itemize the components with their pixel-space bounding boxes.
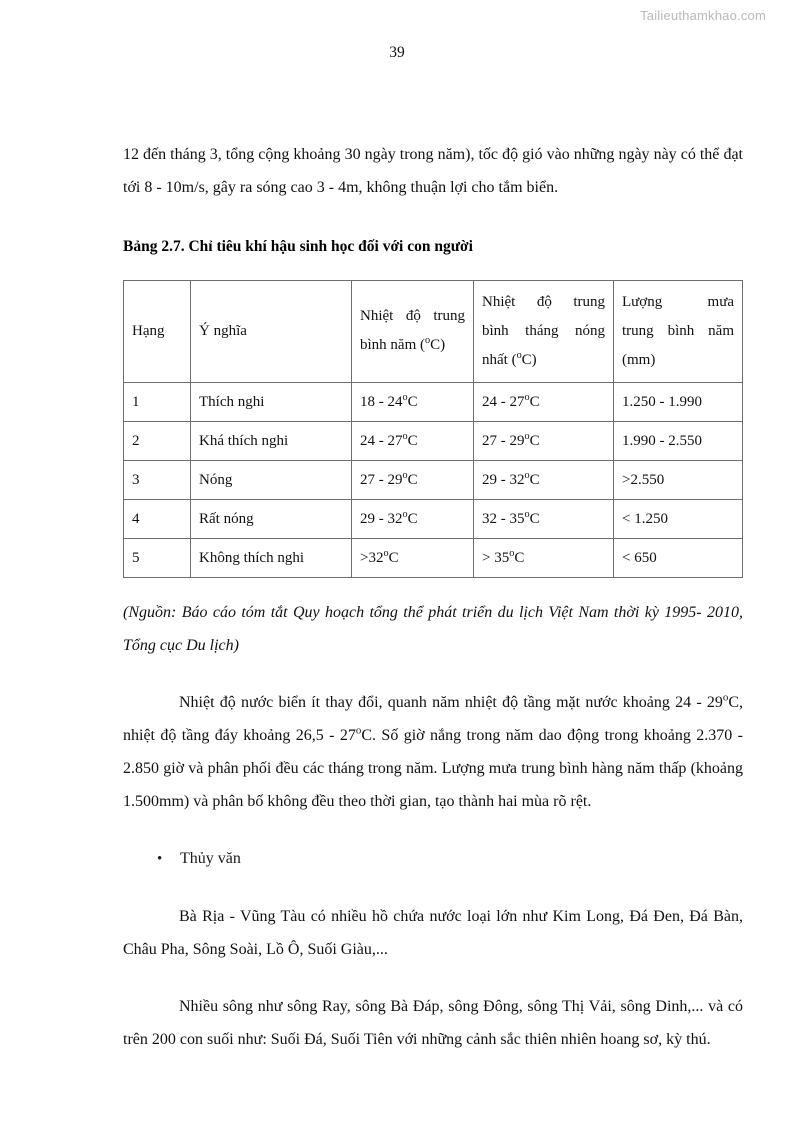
header-annual-temp-line1: Nhiệt độ trung <box>360 308 465 324</box>
source-citation: (Nguồn: Báo cáo tóm tắt Quy hoạch tổng thể phát triển du lịch Việt Nam thời kỳ 1995- 2010, Tổng cục Du lịch) <box>123 604 743 654</box>
header-hottest-month-line3: nhất ($^o$C) <box>482 349 537 368</box>
bioclimate-table <box>123 280 743 578</box>
header-annual-temp-line2: bình năm ($^o$C) <box>360 335 446 353</box>
cell-rainfall: < 1.250 <box>614 500 743 539</box>
header-hottest-month-line1: Nhiệt độ trung <box>482 293 605 310</box>
table-row <box>124 422 743 461</box>
cell-rainfall: >2.550 <box>614 461 743 500</box>
table-header-row <box>124 281 743 383</box>
cell-rank: 3 <box>124 461 191 500</box>
header-rainfall-line3: (mm) <box>622 351 656 368</box>
cell-annual-temp: $>32^oC$ <box>352 539 474 578</box>
cell-meaning: Nóng <box>191 461 352 500</box>
cell-rank: 4 <box>124 500 191 539</box>
cell-annual-temp: 18 - 24$^o$C <box>352 383 474 422</box>
degree-icon: o <box>516 349 522 361</box>
cell-rainfall: < 650 <box>614 539 743 578</box>
seawater-paragraph: Nhiệt độ nước biển ít thay đổi, quanh năm nhiệt độ tầng mặt nước khoảng 24 - 29$^o$C, nhiệt độ tầng đáy khoảng 26,5 - 27$^o$C. Số giờ nắng trong năm dao động trong khoảng 2.370 - 2.850 giờ và phân phối đều các tháng trong năm. Lượng mưa trung bình hàng năm thấp (khoảng 1.500mm) và phân bố không đều theo thời gian, tạo thành hai mùa rõ rệt. <box>123 691 743 810</box>
degree-icon: o <box>524 431 530 442</box>
bullet-hydrology <box>123 842 743 876</box>
degree-icon: o <box>509 548 515 559</box>
header-hottest-month-line2: bình tháng nóng <box>482 322 605 339</box>
cell-hottest-month: 27 - 29$^o$C <box>474 422 614 461</box>
degree-icon: o <box>524 470 530 481</box>
intro-paragraph: 12 đến tháng 3, tổng cộng khoảng 30 ngày trong năm), tốc độ gió vào những ngày này có thể đạt tới 8 - 10m/s, gây ra sóng cao 3 - 4m, không thuận lợi cho tắm biển. <box>123 146 743 196</box>
cell-rank: 1 <box>124 383 191 422</box>
degree-icon: o <box>402 431 408 442</box>
table-row <box>124 383 743 422</box>
degree-icon: o <box>355 724 362 737</box>
table-caption: Bảng 2.7. Chỉ tiêu khí hậu sinh học đối với con người <box>123 238 473 255</box>
cell-hottest-month: 24 - 27$^o$C <box>474 383 614 422</box>
degree-icon: o <box>402 392 408 403</box>
degree-icon: o <box>402 470 408 481</box>
cell-annual-temp: 27 - 29$^o$C <box>352 461 474 500</box>
header-hottest-month <box>474 281 614 383</box>
header-annual-temp <box>352 281 474 383</box>
lakes-paragraph: Bà Rịa - Vũng Tàu có nhiều hồ chứa nước loại lớn như Kim Long, Đá Đen, Đá Bàn, Châu Pha, Sông Soài, Lồ Ô, Suối Giàu,... <box>123 908 743 958</box>
bullet-label: Thủy văn <box>180 850 241 867</box>
table-row <box>124 500 743 539</box>
page-number: 39 <box>389 44 405 61</box>
rivers-paragraph: Nhiều sông như sông Ray, sông Bà Đáp, sông Đông, sông Thị Vải, sông Dinh,... và có trên 200 con suối như: Suối Đá, Suối Tiên với những cảnh sắc thiên nhiên hoang sơ, kỳ thú. <box>123 998 743 1048</box>
header-rainfall-line1: Lượng mưa <box>622 293 734 310</box>
cell-rank: 2 <box>124 422 191 461</box>
table-row <box>124 461 743 500</box>
cell-annual-temp: 24 - 27$^o$C <box>352 422 474 461</box>
degree-icon: o <box>383 548 389 559</box>
cell-hottest-month: > $35^oC$ <box>474 539 614 578</box>
degree-icon: o <box>524 392 530 403</box>
page-content <box>123 138 743 1056</box>
cell-rank: 5 <box>124 539 191 578</box>
degree-icon: o <box>722 691 729 704</box>
cell-rainfall: 1.250 - 1.990 <box>614 383 743 422</box>
cell-annual-temp: 29 - 32$^o$C <box>352 500 474 539</box>
watermark-text: Tailieuthamkhao.com <box>640 8 766 23</box>
header-rainfall-line2: trung bình năm <box>622 322 734 339</box>
header-meaning: Ý nghĩa <box>191 281 352 383</box>
table-body <box>124 383 743 578</box>
cell-hottest-month: 32 - 35$^o$C <box>474 500 614 539</box>
table-row <box>124 539 743 578</box>
cell-hottest-month: 29 - 32$^o$C <box>474 461 614 500</box>
cell-meaning: Không thích nghi <box>191 539 352 578</box>
cell-meaning: Khá thích nghi <box>191 422 352 461</box>
cell-meaning: Rất nóng <box>191 500 352 539</box>
degree-icon: o <box>402 509 408 520</box>
header-rainfall <box>614 281 743 383</box>
header-rank: Hạng <box>124 281 191 383</box>
degree-icon: o <box>425 335 431 346</box>
degree-icon: o <box>524 509 530 520</box>
bullet-marker-icon: • <box>157 851 163 867</box>
cell-rainfall: 1.990 - 2.550 <box>614 422 743 461</box>
cell-meaning: Thích nghi <box>191 383 352 422</box>
